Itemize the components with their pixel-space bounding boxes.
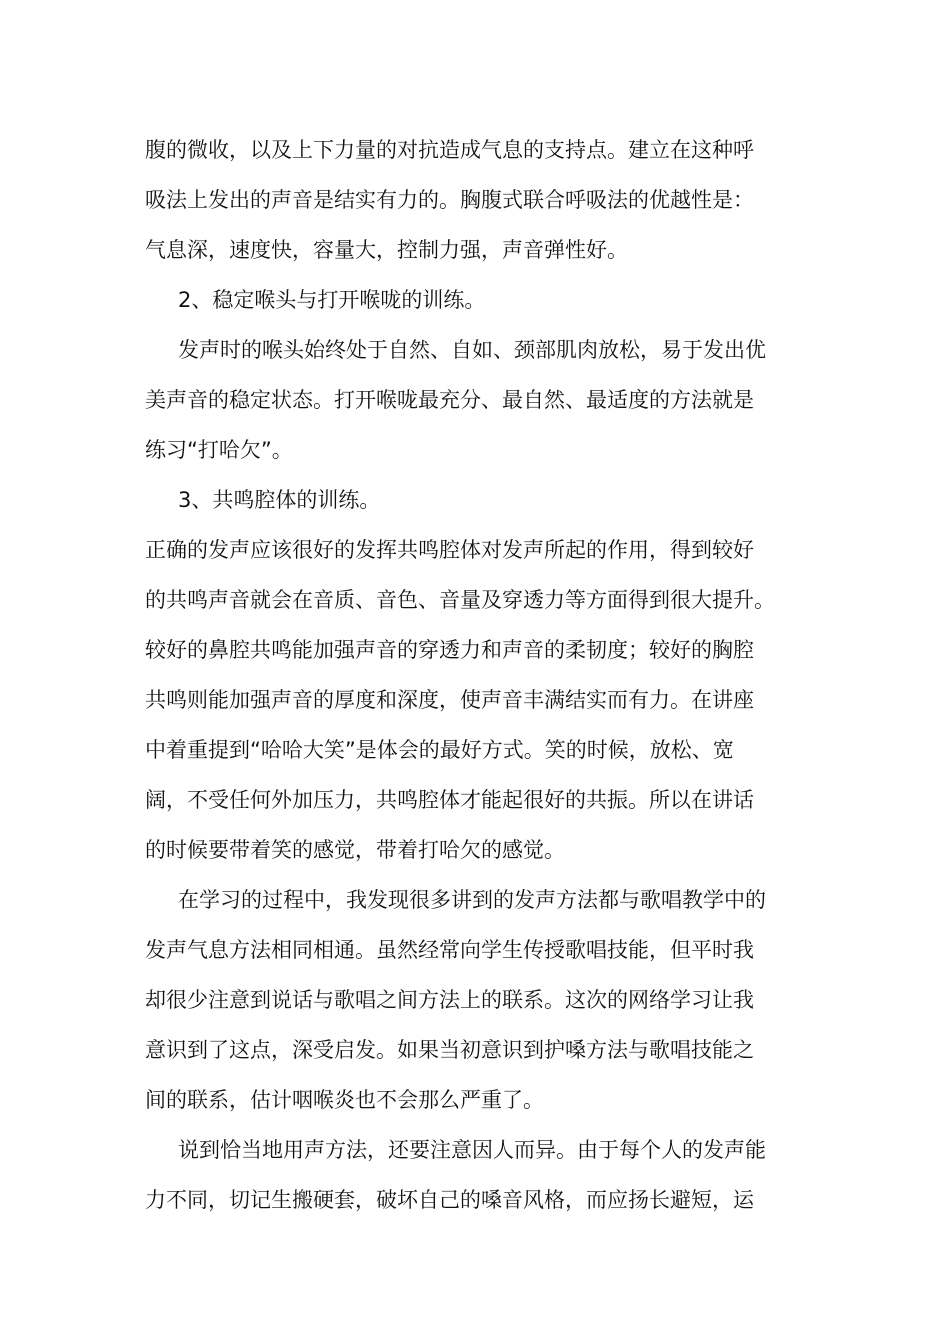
- text-line: 发声时的喉头始终处于自然、自如、颈部肌肉放松，易于发出优: [178, 338, 766, 362]
- text-line: 吸法上发出的声音是结实有力的。胸腹式联合呼吸法的优越性是：: [145, 188, 754, 212]
- text-line: 中着重提到“哈哈大笑”是体会的最好方式。笑的时候，放松、宽: [145, 738, 734, 762]
- text-line: 在学习的过程中，我发现很多讲到的发声方法都与歌唱教学中的: [178, 888, 766, 912]
- text-line: 间的联系，估计咽喉炎也不会那么严重了。: [145, 1088, 544, 1112]
- text-line: 说到恰当地用声方法，还要注意因人而异。由于每个人的发声能: [178, 1138, 766, 1162]
- text-line: 的时候要带着笑的感觉，带着打哈欠的感觉。: [145, 838, 565, 862]
- text-line: 正确的发声应该很好的发挥共鸣腔体对发声所起的作用，得到较好: [145, 538, 754, 562]
- text-line: 美声音的稳定状态。打开喉咙最充分、最自然、最适度的方法就是: [145, 388, 754, 412]
- text-line: 练习“打哈欠”。: [145, 438, 293, 462]
- section-heading: 3、共鸣腔体的训练。: [178, 488, 381, 512]
- text-line: 阔，不受任何外加压力，共鸣腔体才能起很好的共振。所以在讲话: [145, 788, 754, 812]
- text-line: 腹的微收，以及上下力量的对抗造成气息的支持点。建立在这种呼: [145, 138, 754, 162]
- section-heading: 2、稳定喉头与打开喉咙的训练。: [178, 288, 486, 312]
- text-line: 气息深，速度快，容量大，控制力强，声音弹性好。: [145, 238, 628, 262]
- text-line: 发声气息方法相同相通。虽然经常向学生传授歌唱技能，但平时我: [145, 938, 754, 962]
- text-line: 意识到了这点，深受启发。如果当初意识到护嗓方法与歌唱技能之: [145, 1038, 754, 1062]
- text-line: 较好的鼻腔共鸣能加强声音的穿透力和声音的柔韧度；较好的胸腔: [145, 638, 754, 662]
- text-line: 却很少注意到说话与歌唱之间方法上的联系。这次的网络学习让我: [145, 988, 754, 1012]
- text-line: 的共鸣声音就会在音质、音色、音量及穿透力等方面得到很大提升。: [145, 588, 775, 612]
- text-line: 力不同，切记生搬硬套，破坏自己的嗓音风格，而应扬长避短，运: [145, 1188, 754, 1212]
- text-line: 共鸣则能加强声音的厚度和深度，使声音丰满结实而有力。在讲座: [145, 688, 754, 712]
